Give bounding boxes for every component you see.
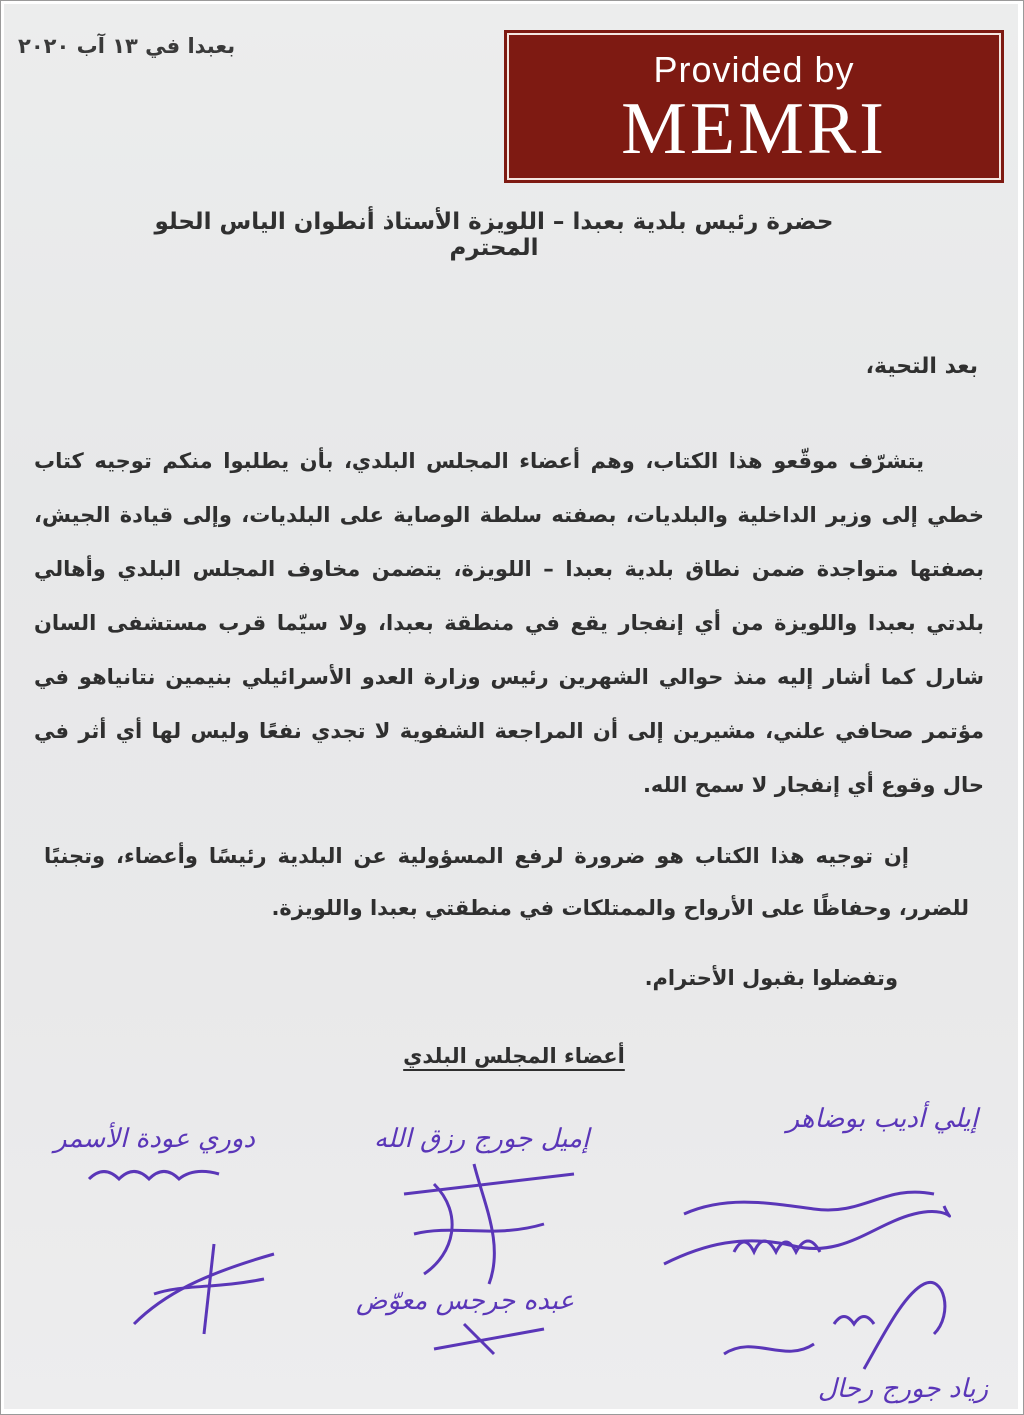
body-paragraph-2: إن توجيه هذا الكتاب هو ضرورة لرفع المسؤولية عن البلدية رئيسًا وأعضاء، وتجنبًا للضرر، وحفاظًا على الأرواح والممتلكات في منطقتي بعبدا واللويزة.: [44, 844, 969, 920]
body-paragraph-1: يتشرّف موقّعو هذا الكتاب، وهم أعضاء المجلس البلدي، بأن يطلبوا منكم توجيه كتاب خطي إلى وزير الداخلية والبلديات، بصفته سلطة الوصاية على البلديات، وإلى قيادة الجيش، بصفتها متواجدة ضمن نطاق بلدية بعبدا – اللويزة، يتضمن مخاوف المجلس البلدي وأهالي بلدتي بعبدا واللويزة من أي إنفجار يقع في منطقة بعبدا، ولا سيّما قرب مستشفى السان شارل كما أشار إليه منذ حوالي الشهرين رئيس وزارة العدو الأسرائيلي بنيمين نتانياهو في مؤتمر صحافي علني، مشيرين إلى أن المراجعة الشفوية لا تجدي نفعًا وليس لها أي أثر في حال وقوع أي إنفجار لا سمح الله.: [34, 449, 984, 797]
closing-line: وتفضلوا بقبول الأحترام.: [644, 966, 898, 990]
council-heading-text: أعضاء المجلس البلدي: [403, 1044, 625, 1068]
council-heading: [304, 1044, 724, 1068]
addressee-line: حضرة رئيس بلدية بعبدا – اللويزة الأستاذ أنطوان الياس الحلو المحترم: [154, 209, 834, 261]
handwritten-signature-2: [394, 1154, 594, 1294]
signature-name-1: إيلي أديب بوضاهر: [786, 1104, 978, 1134]
letter-paper: [4, 4, 1018, 1409]
signature-name-4: عبده جرجس معوّض: [356, 1286, 575, 1316]
watermark-provided-by: Provided by: [653, 49, 855, 90]
handwritten-signature-1: [644, 1154, 984, 1294]
signature-name-5: زياد جورج رحال: [817, 1374, 988, 1404]
handwritten-signature-5: [704, 1274, 964, 1374]
signature-name-2: إميل جورج رزق الله: [374, 1124, 590, 1154]
letter-date: بعبدا في ١٣ آب ٢٠٢٠: [18, 34, 236, 58]
handwritten-signature-3b: [124, 1234, 294, 1344]
memri-watermark: [504, 30, 1004, 183]
handwritten-signature-4: [424, 1319, 554, 1359]
handwritten-signature-3: [84, 1159, 224, 1199]
greeting: بعد التحية،: [865, 354, 978, 379]
signature-name-3: دوري عودة الأسمر: [54, 1124, 255, 1154]
watermark-memri: MEMRI: [621, 88, 887, 170]
